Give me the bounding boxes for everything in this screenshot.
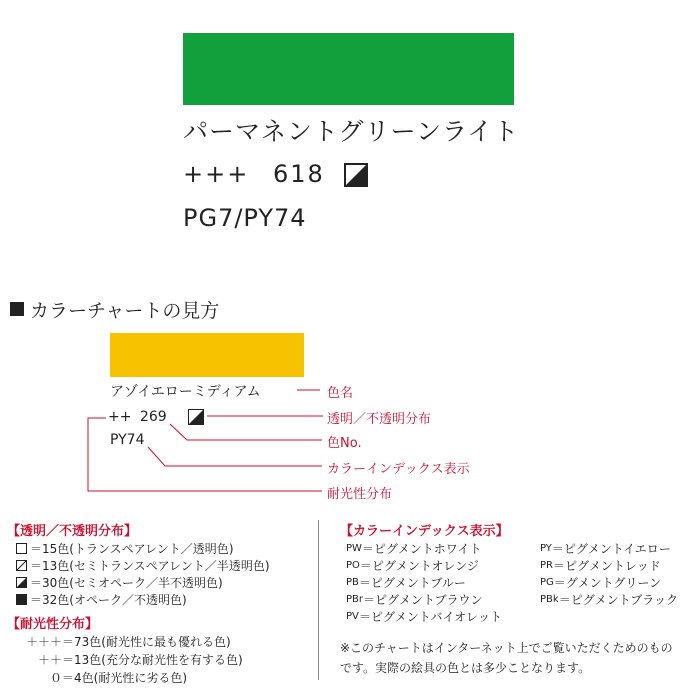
product-pigment: PG7/PY74 (183, 204, 307, 232)
opacity-item: ＝30色(セミオペーク／半不透明色) (16, 574, 223, 591)
index-item: PBr ＝ピグメントブラウン (346, 593, 483, 607)
lightfast-item: ＋＋＋ ＝73色(耐光性に最も優れる色) (25, 635, 231, 649)
product-color-name: パーマネントグリーンライト (183, 117, 520, 146)
opaque-icon (16, 594, 27, 605)
semi-opaque-icon (16, 577, 27, 588)
callout-color-index: カラーインデックス表示 (327, 462, 470, 477)
transparent-icon (16, 543, 27, 554)
opacity-item: ＝15色(トランスペアレント／透明色) (16, 540, 234, 557)
lightfast-item: ＋＋ ＝13色(充分な耐光性を有する色) (37, 653, 243, 667)
color-number: 618 (272, 160, 325, 188)
index-item: PY ＝ピグメントイエロー (540, 542, 671, 556)
callout-opacity: 透明／不透明分布 (327, 412, 432, 427)
semi-transparent-icon (16, 560, 27, 571)
section-divider (318, 520, 319, 680)
opacity-item: ＝32色(オペーク／不透明色) (16, 591, 187, 608)
opacity-section-title: 【透明／不透明分布】 (7, 524, 138, 539)
sample-color-name: アゾイエローミディアム (110, 384, 261, 400)
lightfastness-mark: +++ (183, 160, 250, 188)
index-section-title: 【カラーインデックス表示】 (340, 524, 509, 539)
index-item: PBk ＝ピグメントブラック (540, 593, 678, 607)
callout-lightfastness: 耐光性分布 (327, 487, 393, 502)
opacity-item: ＝13色(セミトランスペアレント／半透明色) (16, 557, 270, 574)
sample-pigment: PY74 (110, 432, 145, 448)
lightfast-section-title: 【耐光性分布】 (7, 617, 99, 632)
index-item: PV ＝ピグメントバイオレット (346, 610, 503, 624)
chart-disclaimer: ※このチャートはインターネット上でご覧いただくためのもの です。実際の絵具の色とは多少ことなります。 (340, 641, 673, 675)
callout-color-number: 色No. (327, 436, 362, 451)
chart-guide-title: カラーチャートの見方 (10, 296, 219, 323)
index-item: PG ＝グメントグリーン (540, 576, 662, 590)
index-item: PB ＝ピグメントブルー (346, 576, 466, 590)
index-item: PR ＝ピグメントレッド (540, 559, 661, 573)
callout-color-name: 色名 (327, 386, 354, 401)
index-item: PO ＝ピグメントオレンジ (346, 559, 479, 573)
sample-color-number: 269 (139, 409, 167, 425)
index-item: PW ＝ピグメントホワイト (346, 542, 482, 556)
lightfast-item: ０ ＝4色(耐光性に劣る色) (49, 671, 187, 685)
sample-lightfastness-mark: ++ (108, 409, 132, 425)
